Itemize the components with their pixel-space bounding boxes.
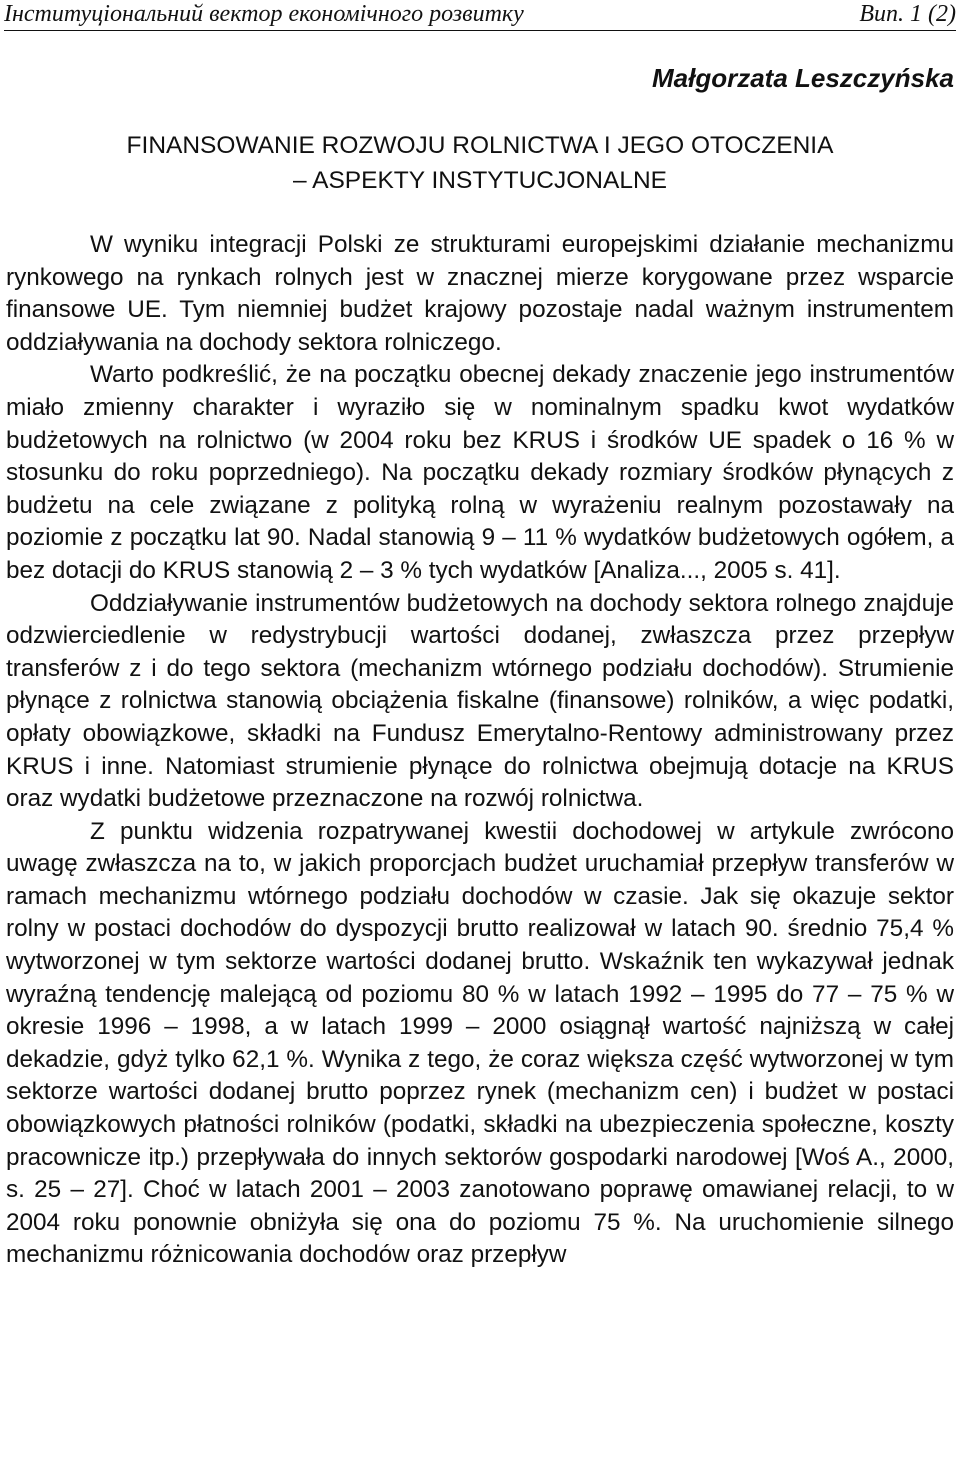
issue-number: Вип. 1 (2) — [859, 1, 956, 27]
article-title — [0, 128, 960, 198]
author-name: Małgorzata Leszczyńska — [651, 63, 954, 93]
title-line-2: – ASPEKTY INSTYTUCJONALNE — [293, 167, 667, 194]
paragraph-3: Oddziaływanie instrumentów budżetowych na dochody sektora rolnego znajduje odzwierciedlenie w redystrybucji wartości dodanej, zwłaszcza przez przepływ transferów z i do tego sektora (mechanizm wtórnego podziału dochodów). Strumienie płynące z rolnictwa stanowią obciążenia fiskalne (finansowe) rolników, a więc podatki, opłaty obowiązkowe, składki na Fundusz Emerytalno-Rentowy administrowany przez KRUS i inne. Natomiast strumienie płynące do rolnictwa obejmują dotacje na KRUS oraz wydatki budżetowe przeznaczone na rozwój rolnictwa. — [6, 589, 954, 813]
journal-title: Інституціональний вектор економічного розвитку — [4, 1, 524, 27]
article-body — [6, 229, 954, 1272]
paragraph-1: W wyniku integracji Polski ze strukturami europejskimi działanie mechanizmu rynkowego na rynkach rolnych jest w znacznej mierze korygowane przez wsparcie finansowe UE. Tym niemniej budżet krajowy pozostaje nadal ważnym instrumentem oddziaływania na dochody sektora rolniczego. — [6, 231, 954, 356]
paragraph-4: Z punktu widzenia rozpatrywanej kwestii dochodowej w artykule zwrócono uwagę zwłaszcza na to, w jakich proporcjach budżet uruchamiał przepływ transferów w ramach mechanizmu wtórnego podziału dochodów w czasie. Jak się okazuje sektor rolny w postaci dochodów do dyspozycji brutto realizował w latach 90. średnio 75,4 % wytworzonej w tym sektorze wartości dodanej brutto. Wskaźnik ten wykazywał jednak wyraźną tendencję malejącą od poziomu 80 % w latach 1992 – 1995 do 77 – 75 % w okresie 1996 – 1998, a w latach 1999 – 2000 osiągnął wartość najniższą w całej dekadzie, gdyż tylko 62,1 %. Wynika z tego, że coraz większa część wytworzonej w tym sektorze wartości dodanej brutto poprzez rynek (mechanizm cen) i budżet w postaci obowiązkowych płatności rolników (podatki, składki na ubezpieczenia społeczne, koszty pracownicze itp.) przepływała do innych sektorów gospodarki narodowej [Woś A., 2000, s. 25 – 27]. Choć w latach 2001 – 2003 zanotowano poprawę omawianej relacji, to w 2004 roku ponownie obniżyła się ona do poziomu 75 %. Na uruchomienie silnego mechanizmu różnicowania dochodów oraz przepływ — [6, 817, 954, 1269]
running-header — [4, 0, 956, 31]
paragraph-2: Warto podkreślić, że na początku obecnej dekady znaczenie jego instrumentów miało zmienny charakter i wyraziło się w nominalnym spadku kwot wydatków budżetowych na rolnictwo (w 2004 roku bez KRUS i środków UE spadek o 16 % w stosunku do roku poprzedniego). Na początku dekady rozmiary środków płynących z budżetu na cele związane z polityką rolną w wyrażeniu realnym pozostawały na poziomie z początku lat 90. Nadal stanowią 9 – 11 % wydatków budżetowych ogółem, a bez dotacji do KRUS stanowią 2 – 3 % tych wydatków [Analiza..., 2005 s. 41]. — [6, 361, 954, 584]
title-line-1: FINANSOWANIE ROZWOJU ROLNICTWA I JEGO OTOCZENIA — [126, 132, 834, 159]
